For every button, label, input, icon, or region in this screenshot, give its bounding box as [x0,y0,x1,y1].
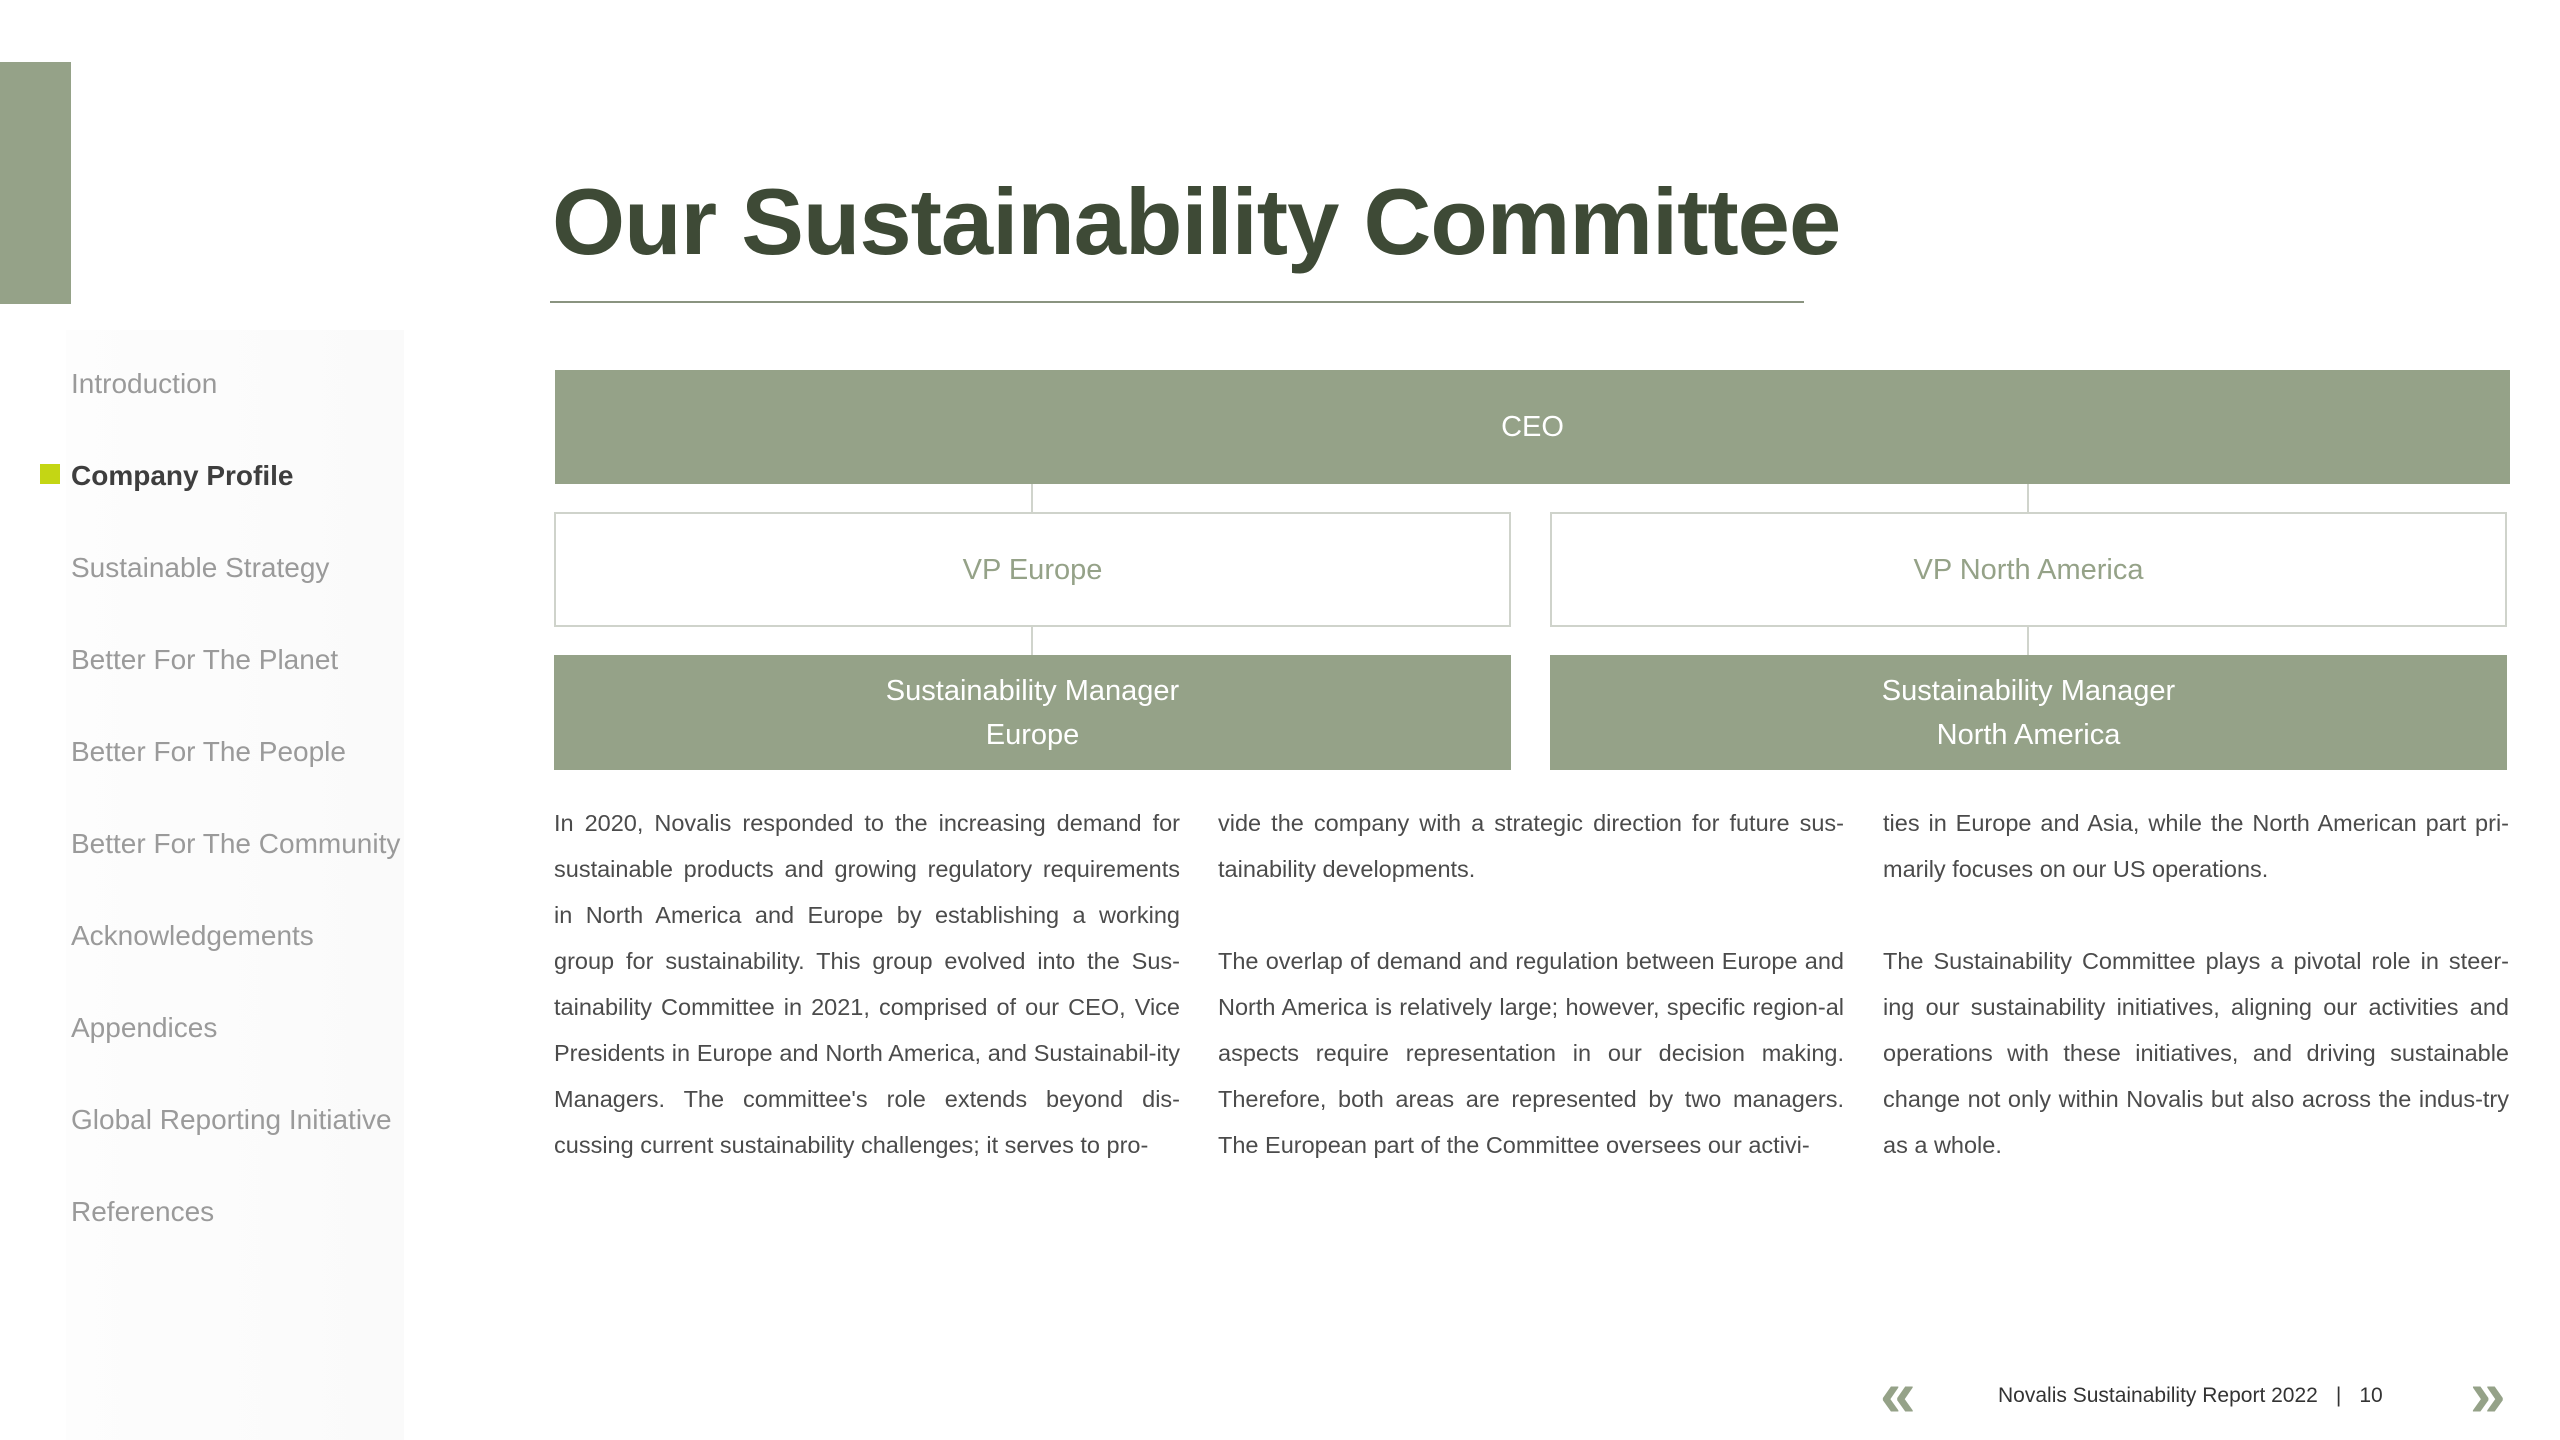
nav-item-acknowledgements[interactable]: Acknowledgements [71,920,314,951]
connector-vp-europe-manager [1031,627,1033,655]
body-paragraph: The overlap of demand and regulation between Europe and North America is relatively large; however, specific region-al aspects require representation in our decision making. Therefore, both areas are represented by two managers. The European part of the Committee oversees our activi- [1218,948,1844,1158]
next-page-icon[interactable]: » [2470,1358,2502,1430]
connector-ceo-vp-europe [1031,484,1033,512]
report-name: Novalis Sustainability Report 2022 [1998,1384,2318,1407]
nav-item-global-reporting-initiative[interactable]: Global Reporting Initiative [71,1104,392,1135]
org-label-ceo: CEO [1501,411,1564,443]
page-number: 10 [2359,1384,2383,1407]
body-column-2 [1218,800,1844,1168]
org-label-manager-north-america-title: Sustainability Manager [1881,674,2176,707]
sidebar-background [66,330,404,1440]
org-box-manager-europe [554,655,1511,770]
org-box-vp-north-america [1550,512,2507,627]
body-paragraph: ties in Europe and Asia, while the North American part pri-marily focuses on our US operations. [1883,810,2509,882]
org-label-manager-europe-title: Sustainability Manager [885,674,1180,707]
connector-vp-north-america-manager [2027,627,2029,655]
nav-item-better-for-the-planet[interactable]: Better For The Planet [71,644,339,675]
previous-page-icon[interactable]: « [1880,1358,1912,1430]
org-box-vp-europe [554,512,1511,627]
nav-item-sustainable-strategy[interactable]: Sustainable Strategy [71,552,330,583]
active-section-marker [40,464,60,484]
connector-ceo-vp-north-america [2027,484,2029,512]
footer-separator: | [2335,1384,2342,1407]
org-label-manager-north-america-region: North America [1936,718,2121,751]
nav-item-references[interactable]: References [71,1196,215,1227]
nav-item-better-for-the-community[interactable]: Better For The Community [71,828,401,859]
body-paragraph: vide the company with a strategic direction for future sus-tainability developments. [1218,810,1844,882]
body-column-3 [1883,800,2509,1168]
nav-item-better-for-the-people[interactable]: Better For The People [71,736,346,767]
title-divider [550,301,1804,303]
page-title: Our Sustainability Committee [552,169,1841,274]
body-column-1 [554,800,1180,1168]
org-box-ceo [555,370,2510,484]
org-label-manager-europe-region: Europe [985,718,1080,751]
nav-item-appendices[interactable]: Appendices [71,1012,218,1043]
org-box-manager-north-america [1550,655,2507,770]
body-paragraph: In 2020, Novalis responded to the increasing demand for sustainable products and growing regulatory requirements in North America and Europe by establishing a working group for sustainability. This group evolved into the Sus-tainability Committee in 2021, comprised of our CEO, Vice Presidents in Europe and North America, and Sustainabil-ity Managers. The committee's role extends beyond dis-cussing current sustainability challenges; it serves to pro- [554,810,1180,1158]
footer-info [1998,1384,2383,1408]
body-paragraph: The Sustainability Committee plays a pivotal role in steer-ing our sustainability initiatives, aligning our activities and operations with these initiatives, and driving sustainable change not only within Novalis but also across the indus-try as a whole. [1883,948,2509,1158]
org-label-vp-north-america: VP North America [1913,553,2144,586]
side-accent-bar [0,62,71,304]
org-label-vp-europe: VP Europe [962,553,1103,586]
nav-item-company-profile[interactable]: Company Profile [71,460,294,491]
nav-item-introduction[interactable]: Introduction [71,368,218,399]
